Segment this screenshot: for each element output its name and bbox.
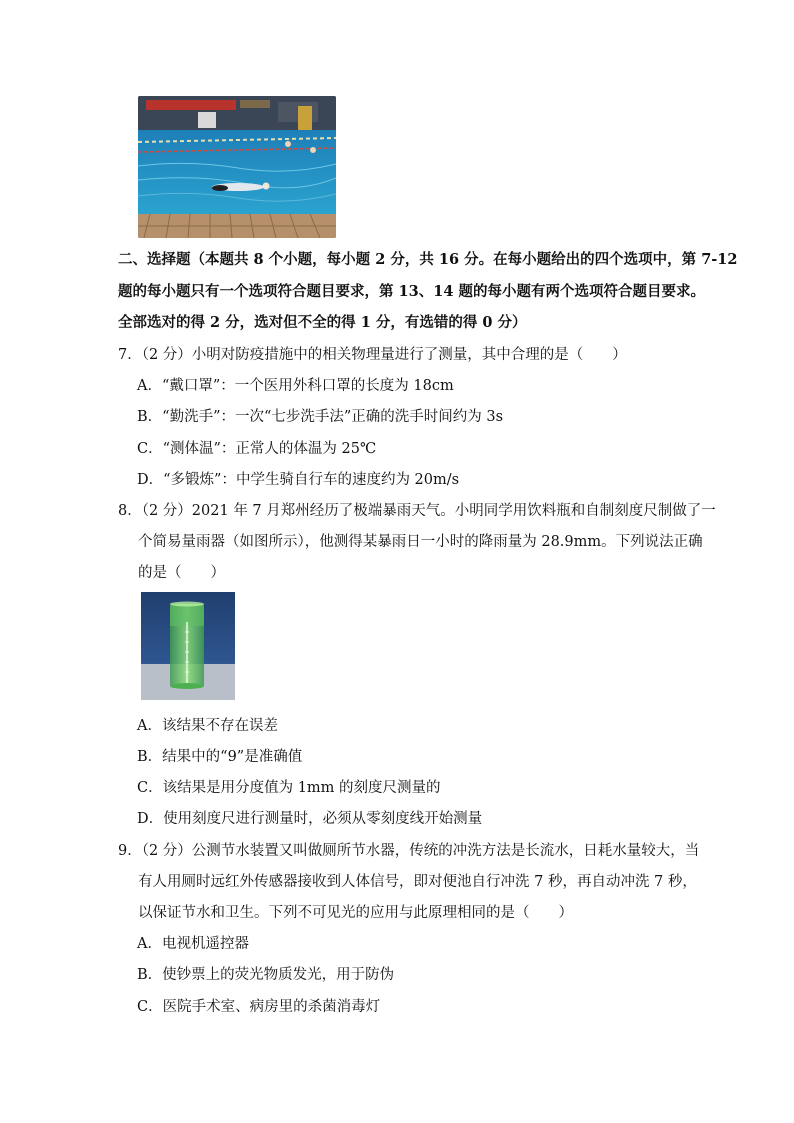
question-8-stem-line-2: 个简易量雨器（如图所示），他测得某暴雨日一小时的降雨量为 28.9mm。下列说法正确 — [138, 534, 703, 550]
rain-gauge-illustration — [141, 592, 235, 700]
question-8-option-a: A．该结果不存在误差 — [137, 718, 278, 734]
question-8-option-d: D．使用刻度尺进行测量时，必须从零刻度线开始测量 — [137, 811, 483, 827]
question-8-stem-line-3: 的是（ ） — [138, 565, 225, 581]
question-9-stem-line-2: 有人用厕时远红外传感器接收到人体信号，即对便池自行冲洗 7 秒，再自动冲洗 7 秒， — [138, 874, 697, 890]
question-8-stem-line-1: 8．（2 分）2021 年 7 月郑州经历了极端暴雨天气。小明同学用饮料瓶和自制刻度尺制做了一 — [118, 503, 716, 519]
question-7-option-d: D．“多锻炼”：中学生骑自行车的速度约为 20m/s — [137, 472, 460, 488]
question-8-option-b: B．结果中的“9”是准确值 — [137, 749, 303, 765]
question-9-option-a: A．电视机遥控器 — [137, 936, 249, 952]
question-7-option-a: A．“戴口罩”：一个医用外科口罩的长度为 18cm — [137, 378, 454, 394]
rain-gauge-bottle-photo — [141, 592, 235, 700]
section-heading-line-2: 题的每小题只有一个选项符合题目要求，第 13、14 题的每小题有两个选项符合题目要求。 — [118, 283, 705, 300]
question-7-option-c: C．“测体温”：正常人的体温为 25℃ — [137, 441, 377, 457]
question-9-stem-line-3: 以保证节水和卫生。下列不可见光的应用与此原理相同的是（ ） — [138, 905, 573, 921]
question-7-stem: 7．（2 分）小明对防疫措施中的相关物理量进行了测量，其中合理的是（ ） — [118, 347, 627, 363]
section-heading-line-1: 二、选择题（本题共 8 个小题，每小题 2 分，共 16 分。在每小题给出的四个选项中，第 7-12 — [118, 251, 738, 268]
swimming-pool-illustration — [138, 96, 336, 238]
question-7-option-b: B．“勤洗手”：一次“七步洗手法”正确的洗手时间约为 3s — [137, 409, 504, 425]
question-9-option-c: C．医院手术室、病房里的杀菌消毒灯 — [137, 999, 381, 1015]
swimming-pool-photo — [138, 96, 336, 238]
section-heading-line-3: 全部选对的得 2 分，选对但不全的得 1 分，有选错的得 0 分） — [118, 314, 527, 331]
question-9-stem-line-1: 9．（2 分）公测节水装置又叫做厕所节水器，传统的冲洗方法是长流水，日耗水量较大，当 — [118, 843, 700, 859]
question-8-option-c: C．该结果是用分度值为 1mm 的刻度尺测量的 — [137, 780, 441, 796]
question-9-option-b: B．使钞票上的荧光物质发光，用于防伪 — [137, 967, 395, 983]
